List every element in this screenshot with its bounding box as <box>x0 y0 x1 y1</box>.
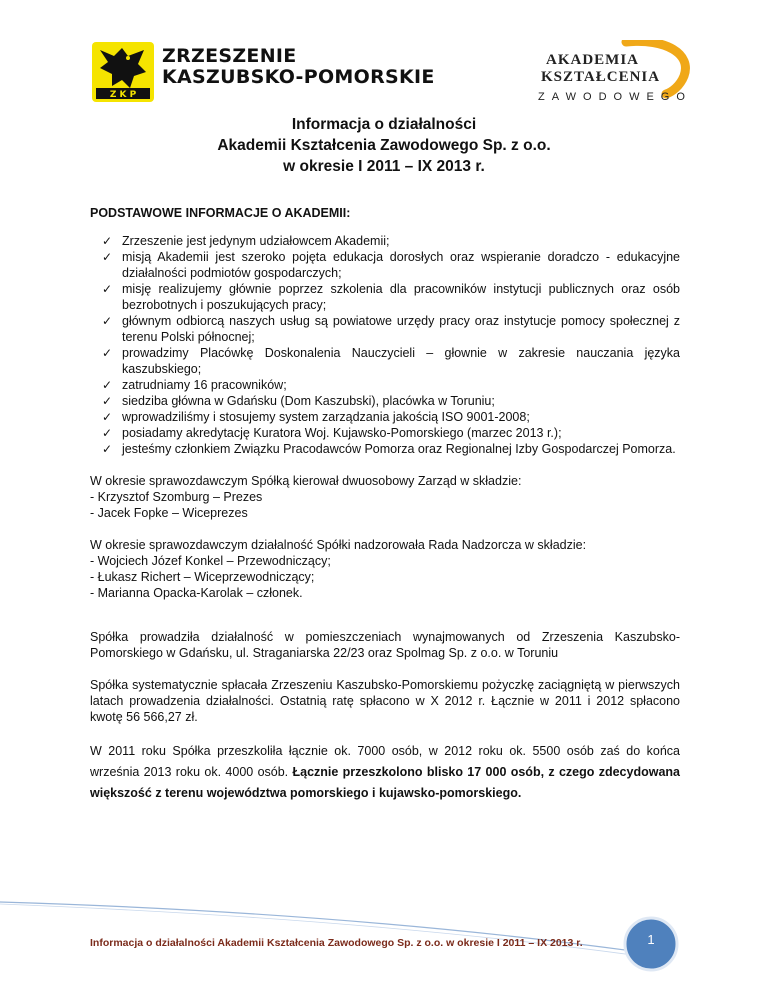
board-member: - Krzysztof Szomburg – Prezes <box>90 490 263 504</box>
akademia-logo <box>516 40 696 103</box>
premises-paragraph: Spółka prowadziła działalność w pomieszczeniach wynajmowanych od Zrzeszenia Kaszubsko-Pomorskiego w Gdańsku, ul. Straganiarska 22/23 oraz Spolmag Sp. z o.o. w Toruniu <box>90 630 680 660</box>
section-heading: PODSTAWOWE INFORMACJE O AKADEMII: <box>90 206 351 220</box>
akademia-line2: KSZTAŁCENIA <box>541 69 661 85</box>
supervisory-member: - Marianna Opacka-Karolak – członek. <box>90 586 303 600</box>
supervisory-member: - Wojciech Józef Konkel – Przewodniczący; <box>90 554 331 568</box>
board-paragraph <box>90 473 680 521</box>
supervisory-intro: W okresie sprawozdawczym działalność Spółki nadzorowała Rada Nadzorcza w składzie: <box>90 538 587 552</box>
list-item: ✓ posiadamy akredytację Kuratora Woj. Kujawsko-Pomorskiego (marzec 2013 r.); <box>112 425 680 441</box>
training-paragraph <box>90 741 680 804</box>
board-member: - Jacek Fopke – Wiceprezes <box>90 506 248 520</box>
loan-paragraph: Spółka systematycznie spłacała Zrzeszeniu Kaszubsko-Pomorskiemu pożyczkę zaciągniętą w pierwszych latach prowadzenia działalności. Ostatnią ratę spłacono w X 2012 r. Łącznie w 2011 i 2012 spłacono kwotę 56 566,27 zł. <box>90 678 680 724</box>
training-summary: Łącznie przeszkolono blisko 17 000 osób, z czego zdecydowana większość z terenu województwa pomorskiego i kujawsko-pomorskiego. <box>90 765 680 800</box>
zkp-name-line2: KASZUBSKO-POMORSKIE <box>162 66 435 88</box>
list-item: ✓ jesteśmy członkiem Związku Pracodawców Pomorza oraz Regionalnej Izby Gospodarczej Pomorza. <box>112 441 680 457</box>
title-line3: w okresie I 2011 – IX 2013 r. <box>283 158 485 175</box>
title-line1: Informacja o działalności <box>291 116 477 133</box>
list-item: ✓ misją Akademii jest szeroko pojęta edukacja dorosłych oraz wspieranie doradczo - edukacyjne działalności podmiotów gospodarczych; <box>112 249 680 281</box>
training-text: W 2011 roku Spółka przeszkoliła łącznie ok. 7000 osób, w 2012 roku ok. 5500 osób zaś do końca września 2013 roku ok. 4000 osób. <box>90 744 680 779</box>
list-item: ✓ głównym odbiorcą naszych usług są powiatowe urzędy pracy oraz instytucje pomocy społecznej z terenu Polski północnej; <box>112 313 680 345</box>
page-number: 1 <box>647 932 655 947</box>
document-body <box>90 205 680 820</box>
list-item: ✓ wprowadziliśmy i stosujemy system zarządzania jakością ISO 9001-2008; <box>112 409 680 425</box>
zkp-logo <box>92 42 154 102</box>
supervisory-member: - Łukasz Richert – Wiceprzewodniczący; <box>90 570 315 584</box>
akademia-line3: ZAWODOWEGO <box>538 91 692 103</box>
list-item: ✓ misję realizujemy głównie poprzez szkolenia dla pracowników instytucji publicznych oraz osób bezrobotnych i poszukujących pracy; <box>112 281 680 313</box>
zkp-badge-text: Z K P <box>109 90 137 100</box>
list-item: ✓ Zrzeszenie jest jedynym udziałowcem Akademii; <box>112 233 680 249</box>
list-item: ✓ siedziba główna w Gdańsku (Dom Kaszubski), placówka w Toruniu; <box>112 393 680 409</box>
info-list <box>90 233 680 457</box>
supervisory-paragraph <box>90 537 680 601</box>
zkp-name-line1: ZRZESZENIE <box>162 45 297 67</box>
list-item: ✓ prowadzimy Placówkę Doskonalenia Nauczycieli – głownie w zakresie nauczania języka kaszubskiego; <box>112 345 680 377</box>
akademia-line1: AKADEMIA <box>546 52 639 68</box>
board-intro: W okresie sprawozdawczym Spółką kierował dwuosobowy Zarząd w składzie: <box>90 474 522 488</box>
title-line2: Akademii Kształcenia Zawodowego Sp. z o.o. <box>217 137 551 154</box>
footer-text: Informacja o działalności Akademii Kształcenia Zawodowego Sp. z o.o. w okresie I 2011 – IX 2013 r. <box>90 937 583 949</box>
zkp-name <box>162 46 435 88</box>
document-title <box>0 114 768 177</box>
list-item: ✓ zatrudniamy 16 pracowników; <box>112 377 680 393</box>
page-number-badge <box>622 915 680 973</box>
